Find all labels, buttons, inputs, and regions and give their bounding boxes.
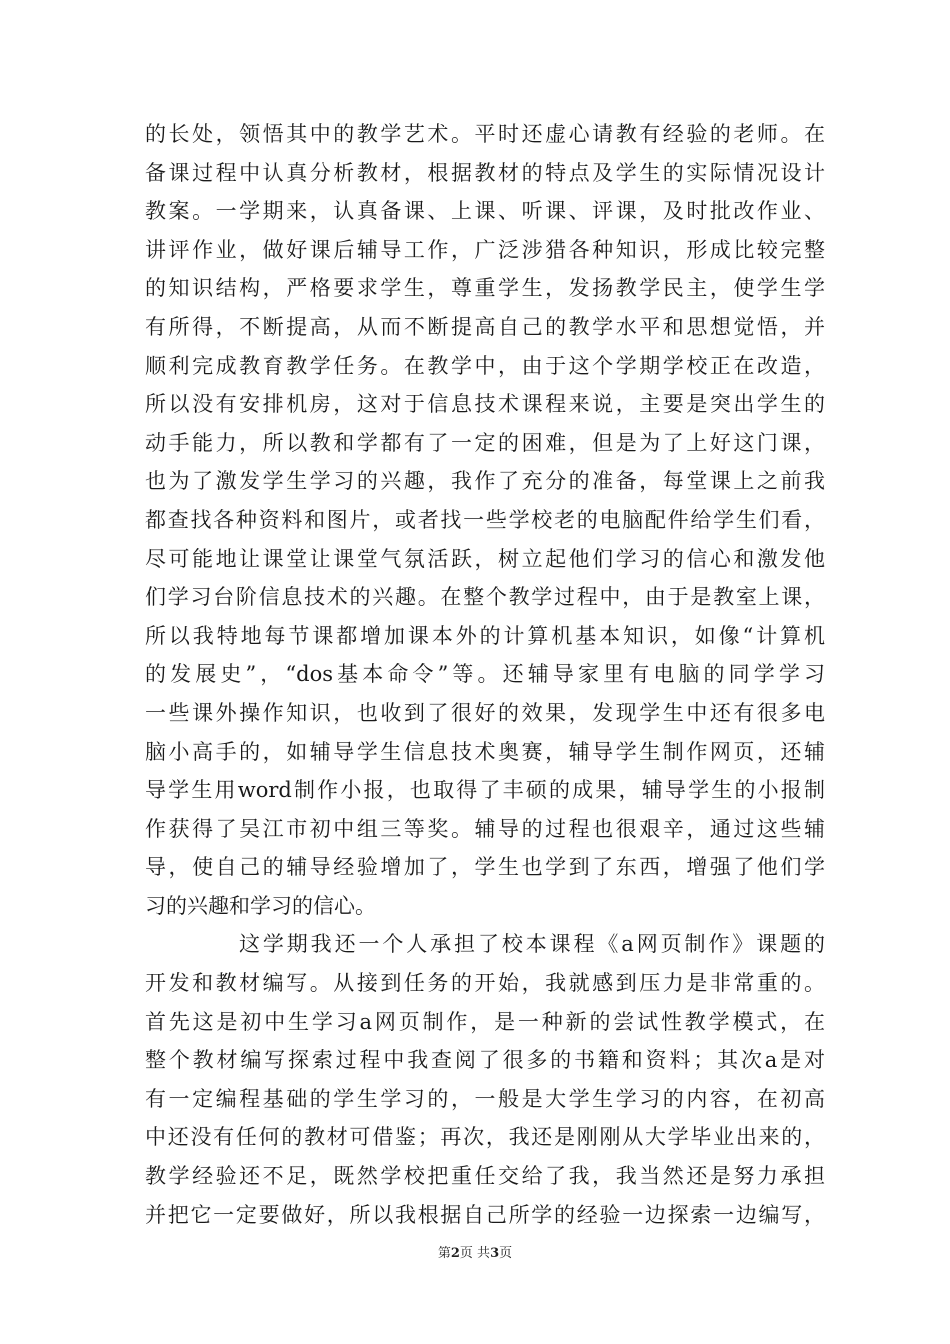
- text-line: 动手能力，所以教和学都有了一定的困难，但是为了上好这门课，: [145, 430, 825, 455]
- text-line: 首先这是初中生学习a网页制作，是一种新的尝试性教学模式，在: [145, 1009, 825, 1034]
- text-line: 开发和教材编写。从接到任务的开始，我就感到压力是非常重的。: [145, 971, 825, 996]
- footer-suffix: 页: [499, 1246, 513, 1261]
- text-line: 一些课外操作知识，也收到了很好的效果，发现学生中还有很多电: [145, 700, 825, 725]
- text-line: 习的兴趣和学习的信心。: [145, 893, 376, 918]
- text-line: 并把它一定要做好，所以我根据自己所学的经验一边探索一边编写，: [145, 1202, 825, 1227]
- text-line: 所以没有安排机房，这对于信息技术课程来说，主要是突出学生的: [145, 392, 825, 417]
- footer-prefix: 第: [437, 1246, 451, 1261]
- text-line: 们学习台阶信息技术的兴趣。在整个教学过程中，由于是教室上课，: [145, 585, 825, 610]
- paragraph-2: [145, 925, 825, 1234]
- text-line: 教案。一学期来，认真备课、上课、听课、评课，及时批改作业、: [145, 199, 825, 224]
- text-line: 脑小高手的，如辅导学生信息技术奥赛，辅导学生制作网页，还辅: [145, 739, 825, 764]
- text-line: 的发展史”，“dos基本命令”等。还辅导家里有电脑的同学学习: [145, 662, 825, 687]
- text-line: 尽可能地让课堂让课堂气氛活跃，树立起他们学习的信心和激发他: [145, 546, 825, 571]
- text-line: 有一定编程基础的学生学习的，一般是大学生学习的内容，在初高: [145, 1086, 825, 1111]
- current-page-number: 2: [450, 1246, 460, 1261]
- text-line: 有所得，不断提高，从而不断提高自己的教学水平和思想觉悟，并: [145, 314, 825, 339]
- text-line: 也为了激发学生学习的兴趣，我作了充分的准备，每堂课上之前我: [145, 469, 825, 494]
- text-line: 讲评作业，做好课后辅导工作，广泛涉猎各种知识，形成比较完整: [145, 237, 825, 262]
- text-line: 整个教材编写探索过程中我查阅了很多的书籍和资料；其次a是对: [145, 1048, 825, 1073]
- text-line: 所以我特地每节课都增加课本外的计算机基本知识，如像“计算机: [145, 623, 825, 648]
- text-line: 导，使自己的辅导经验增加了，学生也学到了东西，增强了他们学: [145, 855, 825, 880]
- text-line: 作获得了吴江市初中组三等奖。辅导的过程也很艰辛，通过这些辅: [145, 816, 825, 841]
- text-line: 备课过程中认真分析教材，根据教材的特点及学生的实际情况设计: [145, 160, 825, 185]
- text-line: 都查找各种资料和图片，或者找一些学校老的电脑配件给学生们看，: [145, 507, 825, 532]
- text-line: 中还没有任何的教材可借鉴；再次，我还是刚刚从大学毕业出来的，: [145, 1125, 825, 1150]
- text-line: 的知识结构，严格要求学生，尊重学生，发扬教学民主，使学生学: [145, 276, 825, 301]
- text-line: 顺利完成教育教学任务。在教学中，由于这个学期学校正在改造，: [145, 353, 825, 378]
- total-pages-number: 3: [490, 1246, 500, 1261]
- page-number-footer: [0, 1242, 950, 1261]
- text-line: 教学经验还不足，既然学校把重任交给了我，我当然还是努力承担: [145, 1164, 825, 1189]
- text-line: 导学生用word制作小报，也取得了丰硕的成果，辅导学生的小报制: [145, 778, 825, 803]
- body-text: [145, 115, 825, 1234]
- text-line: 这学期我还一个人承担了校本课程《a网页制作》课题的: [239, 932, 825, 957]
- text-line: 的长处，领悟其中的教学艺术。平时还虚心请教有经验的老师。在: [145, 122, 825, 146]
- paragraph-1: [145, 115, 825, 925]
- footer-middle: 页 共: [459, 1246, 491, 1261]
